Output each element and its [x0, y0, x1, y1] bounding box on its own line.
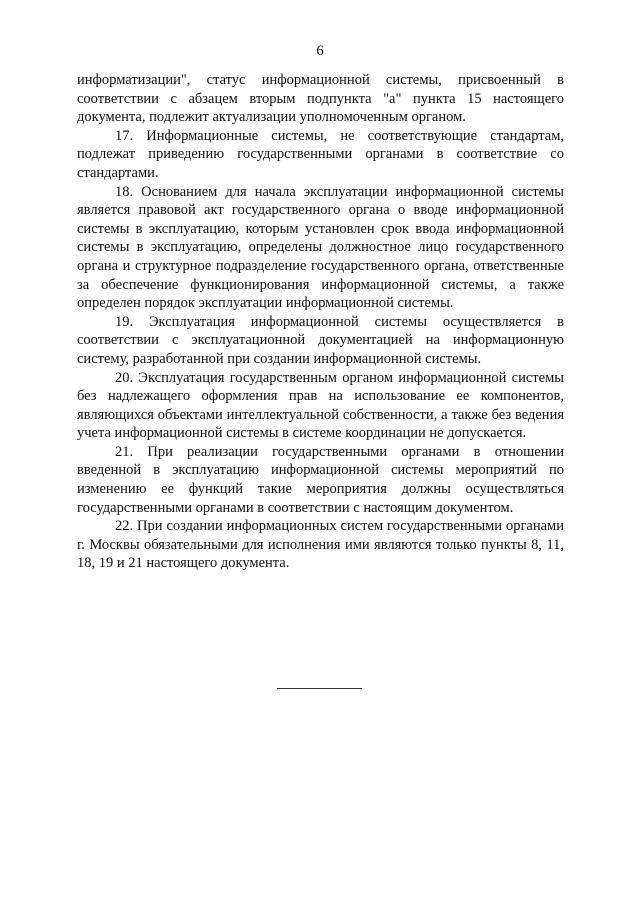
paragraph-item-20: 20. Эксплуатация государственным органом информационной системы без надлежащего оформления прав на использование ее компонентов, являющихся объектами интеллектуальной собственности, а также без ведения учета информационной системы в системе координации не допускается. [77, 369, 564, 442]
document-body [77, 71, 564, 573]
page-number: 6 [316, 43, 324, 59]
paragraph-item-22: 22. При создании информационных систем государственными органами г. Москвы обязательными для исполнения ими являются только пункты 8, 11, 18, 19 и 21 настоящего документа. [77, 518, 564, 572]
paragraph-item-19: 19. Эксплуатация информационной системы осуществляется в соответствии с эксплуатационной документацией на информационную систему, разработанной при создании информационной системы. [77, 313, 564, 367]
paragraph-item-21: 21. При реализации государственными органами в отношении введенной в эксплуатацию информационной системы мероприятий по изменению ее функций такие мероприятия должны осуществляться государственными органами в соответствии с настоящим документом. [77, 443, 564, 516]
paragraph-item-17: 17. Информационные системы, не соответствующие стандартам, подлежат приведению государственными органами в соответствие со стандартами. [77, 127, 564, 181]
paragraph-continuation: информатизации", статус информационной системы, присвоенный в соответствии с абзацем вторым подпункта "а" пункта 15 настоящего документа, подлежит актуализации уполномоченным органом. [77, 72, 564, 126]
paragraph-item-18: 18. Основанием для начала эксплуатации информационной системы является правовой акт государственного органа о вводе информационной системы в эксплуатацию, которым установлен срок ввода информационной системы в эксплуатацию, определены должностное лицо государственного органа и структурное подразделение государственного органа, ответственные за обеспечение функционирования информационной системы, а также определен порядок эксплуатации информационной системы. [77, 183, 564, 312]
end-separator-line [277, 688, 362, 689]
